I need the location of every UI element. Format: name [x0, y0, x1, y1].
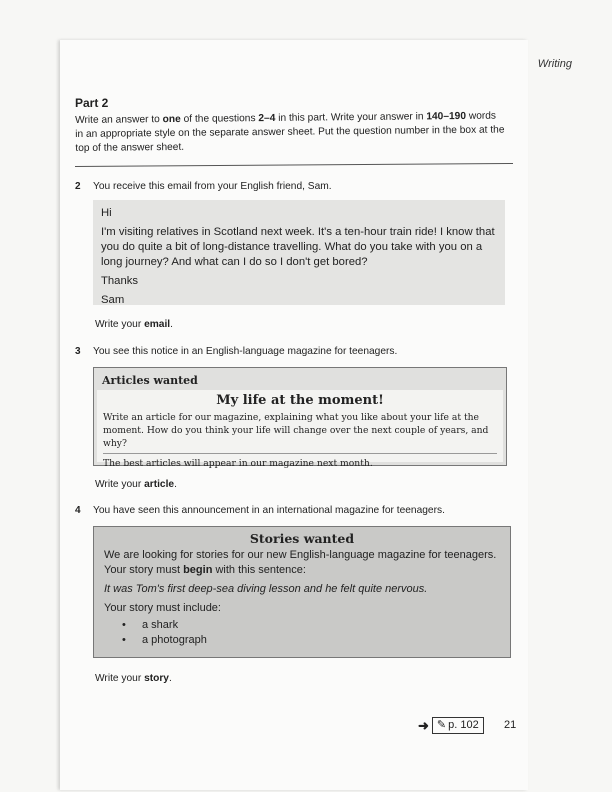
section-header: Writing	[537, 58, 572, 70]
arrow-right-icon: ➜	[418, 717, 429, 733]
announcement-line: We are looking for stories for our new English-language magazine for teenagers.	[104, 549, 497, 561]
notice-body: Write an article for our magazine, explaining what you like about your life at the moment. How do you think your life will change over the next couple of years, and why?	[103, 412, 489, 449]
write-instruction: Write your email.	[95, 319, 173, 330]
announcement-headline: Stories wanted	[249, 531, 355, 546]
list-item: • a shark	[142, 618, 500, 633]
pencil-icon: ✎	[436, 719, 447, 731]
notice-headline: My life at the moment!	[216, 393, 384, 408]
list-item: • a photograph	[142, 633, 500, 648]
email-body: I'm visiting relatives in Scotland next week. It's a ten-hour train ride! I know that you do quite a bit of long-distance travelling. What do you take with you on a long journey? And what can I do so I don't get bored?	[101, 226, 495, 268]
reference-box: ✎ p. 102	[432, 717, 484, 734]
question-prompt: You have seen this announcement in an international magazine for teenagers.	[93, 505, 445, 516]
page-number: 21	[504, 719, 517, 731]
email-signoff: Thanks	[101, 275, 139, 287]
page-reference	[418, 717, 484, 734]
notice-box	[93, 367, 507, 469]
announcement-box	[93, 526, 511, 658]
question-number: 3	[75, 346, 81, 357]
story-first-sentence: It was Tom's first deep-sea diving lesson and he felt quite nervous.	[104, 583, 428, 595]
notice-footer: The best articles will appear in our magazine next month.	[103, 458, 373, 469]
part-instructions: Write an answer to one of the questions 2–4 in this part. Write your answer in 140–190 words in an appropriate style on the separate answer sheet. Put the question number in the box at the top of the answer sheet.	[75, 110, 505, 154]
email-box	[93, 200, 505, 305]
email-greeting: Hi	[101, 207, 112, 219]
write-instruction: Write your article.	[95, 479, 177, 490]
notice-tag: Articles wanted	[102, 374, 198, 387]
email-name: Sam	[101, 294, 125, 306]
write-instruction: Write your story.	[95, 673, 172, 684]
question-prompt: You see this notice in an English-language magazine for teenagers.	[93, 346, 398, 357]
part-title: Part 2	[75, 96, 109, 110]
question-number: 4	[75, 505, 81, 516]
include-list	[104, 618, 500, 648]
announcement-line: Your story must include:	[104, 602, 221, 614]
question-number: 2	[75, 181, 81, 192]
question-prompt: You receive this email from your English friend, Sam.	[93, 181, 332, 192]
announcement-line: Your story must begin with this sentence:	[104, 564, 306, 576]
